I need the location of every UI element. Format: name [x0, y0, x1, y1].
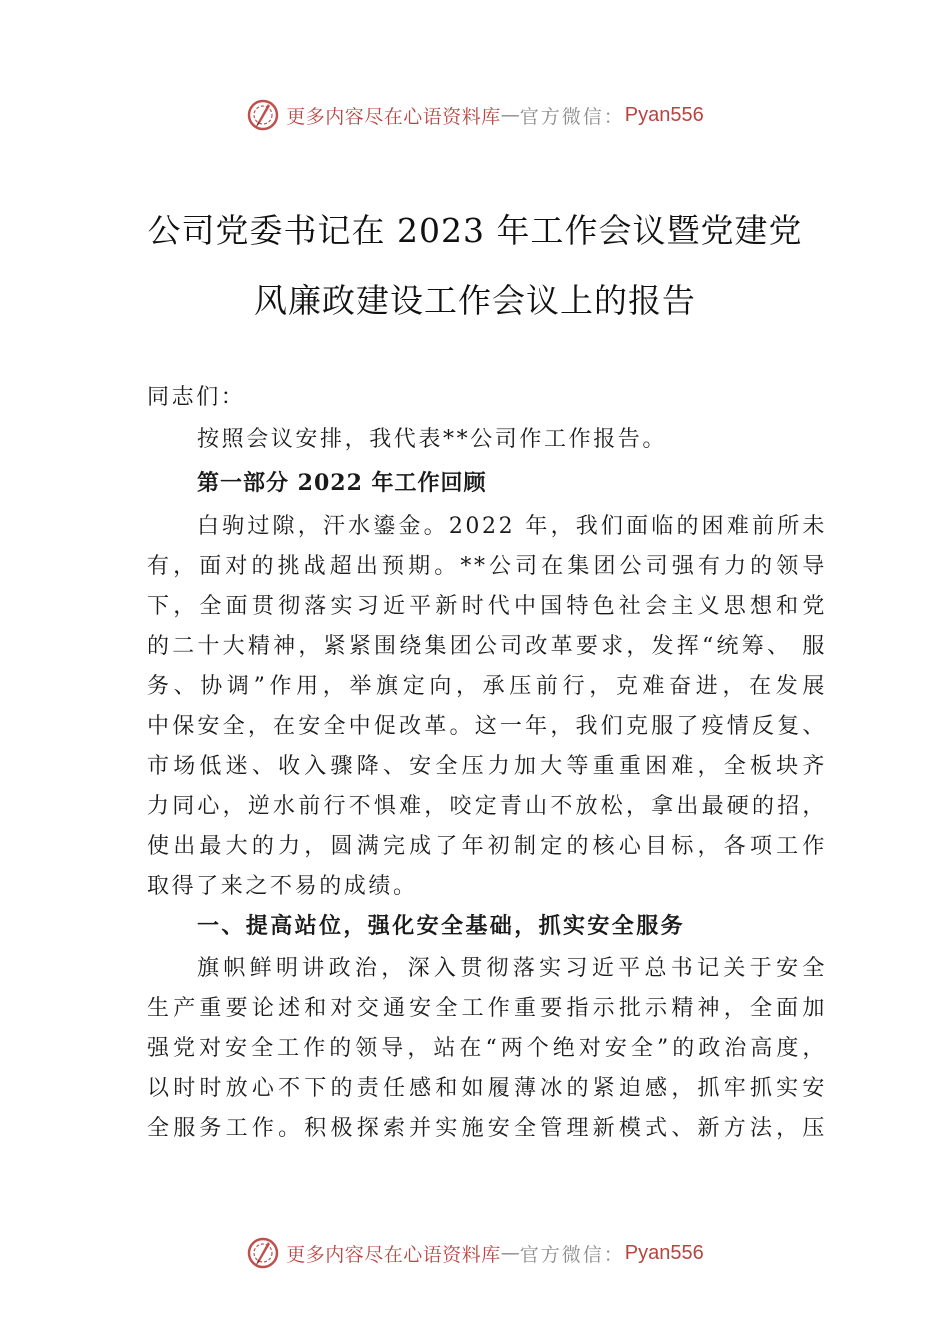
paragraph-line: 有，面对的挑战超出预期。**公司在集团公司强有力的领导: [147, 554, 827, 579]
watermark-header: [0, 95, 950, 135]
watermark-wechat-id: Pyan556: [624, 103, 704, 126]
paragraph-line: 力同心，逆水前行不惧难，咬定青山不放松，拿出最硬的招，: [147, 794, 827, 819]
watermark-text: 更多内容尽在心语资料库: [286, 1243, 501, 1266]
paragraph-line: 旗帜鲜明讲政治，深入贯彻落实习近平总书记关于安全: [197, 956, 827, 981]
paragraph-line: 全服务工作。积极探索并实施安全管理新模式、新方法，压: [147, 1116, 827, 1141]
salutation: 同志们：: [147, 385, 246, 410]
paragraph-line: 白驹过隙，汗水鎏金。2022 年，我们面临的困难前所未: [197, 514, 827, 539]
paragraph-line: 生产重要论述和对交通安全工作重要指示批示精神，全面加: [147, 996, 827, 1021]
subheading: 一、提高站位，强化安全基础，抓实安全服务: [197, 913, 686, 939]
paragraph-line: 务、协调”作用，举旗定向，承压前行，克难奋进，在发展: [147, 674, 827, 699]
paragraph-line: 取得了来之不易的成绩。: [147, 874, 418, 899]
paragraph-line: 使出最大的力，圆满完成了年初制定的核心目标，各项工作: [147, 834, 827, 859]
section-heading: 第一部分 2022 年工作回顾: [197, 470, 487, 496]
pen-logo-icon: [246, 1236, 280, 1270]
document-title-line-1: 公司党委书记在 2023 年工作会议暨党建党: [147, 211, 803, 250]
paragraph-line: 的二十大精神，紧紧围绕集团公司改革要求，发挥“统筹、 服: [147, 634, 827, 659]
watermark-official-label: 官方微信：: [519, 105, 625, 128]
watermark-wechat-id: Pyan556: [624, 1241, 704, 1264]
paragraph-line: 中保安全，在安全中促改革。这一年，我们克服了疫情反复、: [147, 714, 827, 739]
watermark-footer: [0, 1233, 950, 1273]
paragraph-line: 下，全面贯彻落实习近平新时代中国特色社会主义思想和党: [147, 594, 827, 619]
watermark-official-label: 官方微信：: [519, 1243, 625, 1266]
pen-logo-icon: [246, 98, 280, 132]
paragraph-line: 以时时放心不下的责任感和如履薄冰的紧迫感，抓牢抓实安: [147, 1076, 827, 1101]
intro-paragraph: 按照会议安排，我代表**公司作工作报告。: [197, 427, 668, 452]
paragraph-line: 强党对安全工作的领导，站在“两个绝对安全”的政治高度，: [147, 1036, 827, 1061]
watermark-dash: —: [500, 104, 520, 126]
document-title-line-2: 风廉政建设工作会议上的报告: [254, 281, 696, 320]
watermark-dash: —: [500, 1242, 520, 1264]
paragraph-line: 市场低迷、收入骤降、安全压力加大等重重困难，全板块齐: [147, 754, 827, 779]
watermark-text: 更多内容尽在心语资料库: [286, 105, 501, 128]
